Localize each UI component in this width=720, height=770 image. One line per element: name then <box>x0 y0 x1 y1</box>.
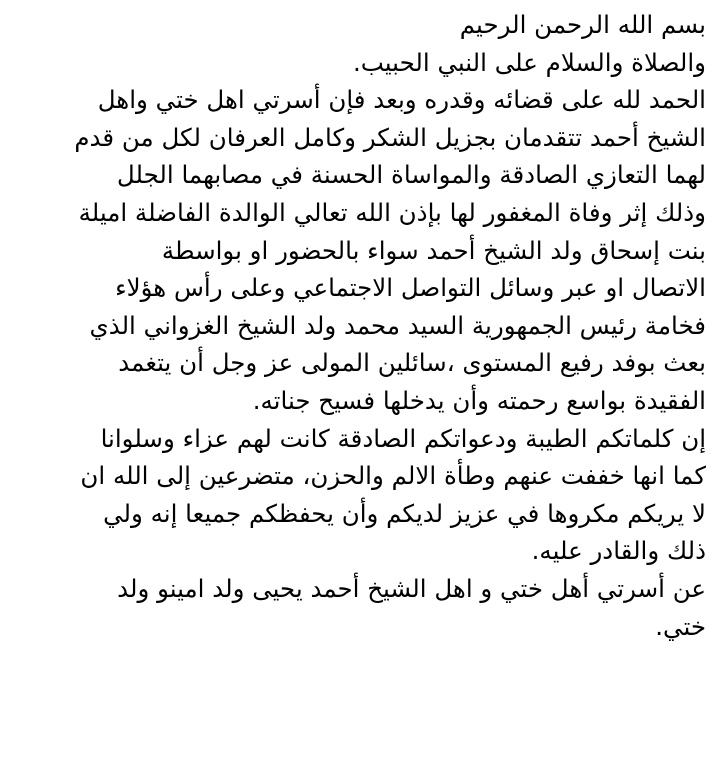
text-line: لهما التعازي الصادقة والمواساة الحسنة في مصابهما الجلل <box>116 160 706 190</box>
text-line: وذلك إثر وفاة المغفور لها بإذن الله تعالي الوالدة الفاضلة اميلة <box>78 197 706 227</box>
text-line: لا يريكم مكروها في عزيز لديكم وأن يحفظكم جميعا إنه ولي <box>103 498 706 528</box>
text-line: الفقيدة بواسع رحمته وأن يدخلها فسيح جناته. <box>252 385 706 415</box>
text-line: بنت إسحاق ولد الشيخ أحمد سواء بالحضور او بواسطة <box>161 235 706 265</box>
announcement-text <box>22 6 706 645</box>
text-line: الشيخ أحمد تتقدمان بجزيل الشكر وكامل العرفان لكل من قدم <box>74 122 706 152</box>
text-line-signature-end: ختي. <box>655 611 706 641</box>
text-line: إن كلماتكم الطيبة ودعواتكم الصادقة كانت لهم عزاء وسلوانا <box>100 423 706 453</box>
text-line-basmala: بسم الله الرحمن الرحيم <box>459 10 706 39</box>
text-line: ذلك والقادر عليه. <box>531 536 706 566</box>
text-line: الحمد لله على قضائه وقدره وبعد فإن أسرتي اهل ختي واهل <box>97 85 706 115</box>
text-line: الاتصال او عبر وسائل التواصل الاجتماعي وعلى رأس هؤلاء <box>115 273 706 303</box>
text-line: كما انها خففت عنهم وطأة الالم والحزن، متضرعين إلى الله ان <box>80 461 706 491</box>
text-line-salat: والصلاة والسلام على النبي الحبيب. <box>352 47 706 77</box>
text-line: بعث بوفد رفيع المستوى ،سائلين المولى عز وجل أن يتغمد <box>118 348 706 378</box>
text-line: فخامة رئيس الجمهورية السيد محمد ولد الشيخ الغزواني الذي <box>89 310 706 340</box>
text-line-signature: عن أسرتي أهل ختي و اهل الشيخ أحمد يحيى ولد امينو ولد <box>117 573 706 603</box>
